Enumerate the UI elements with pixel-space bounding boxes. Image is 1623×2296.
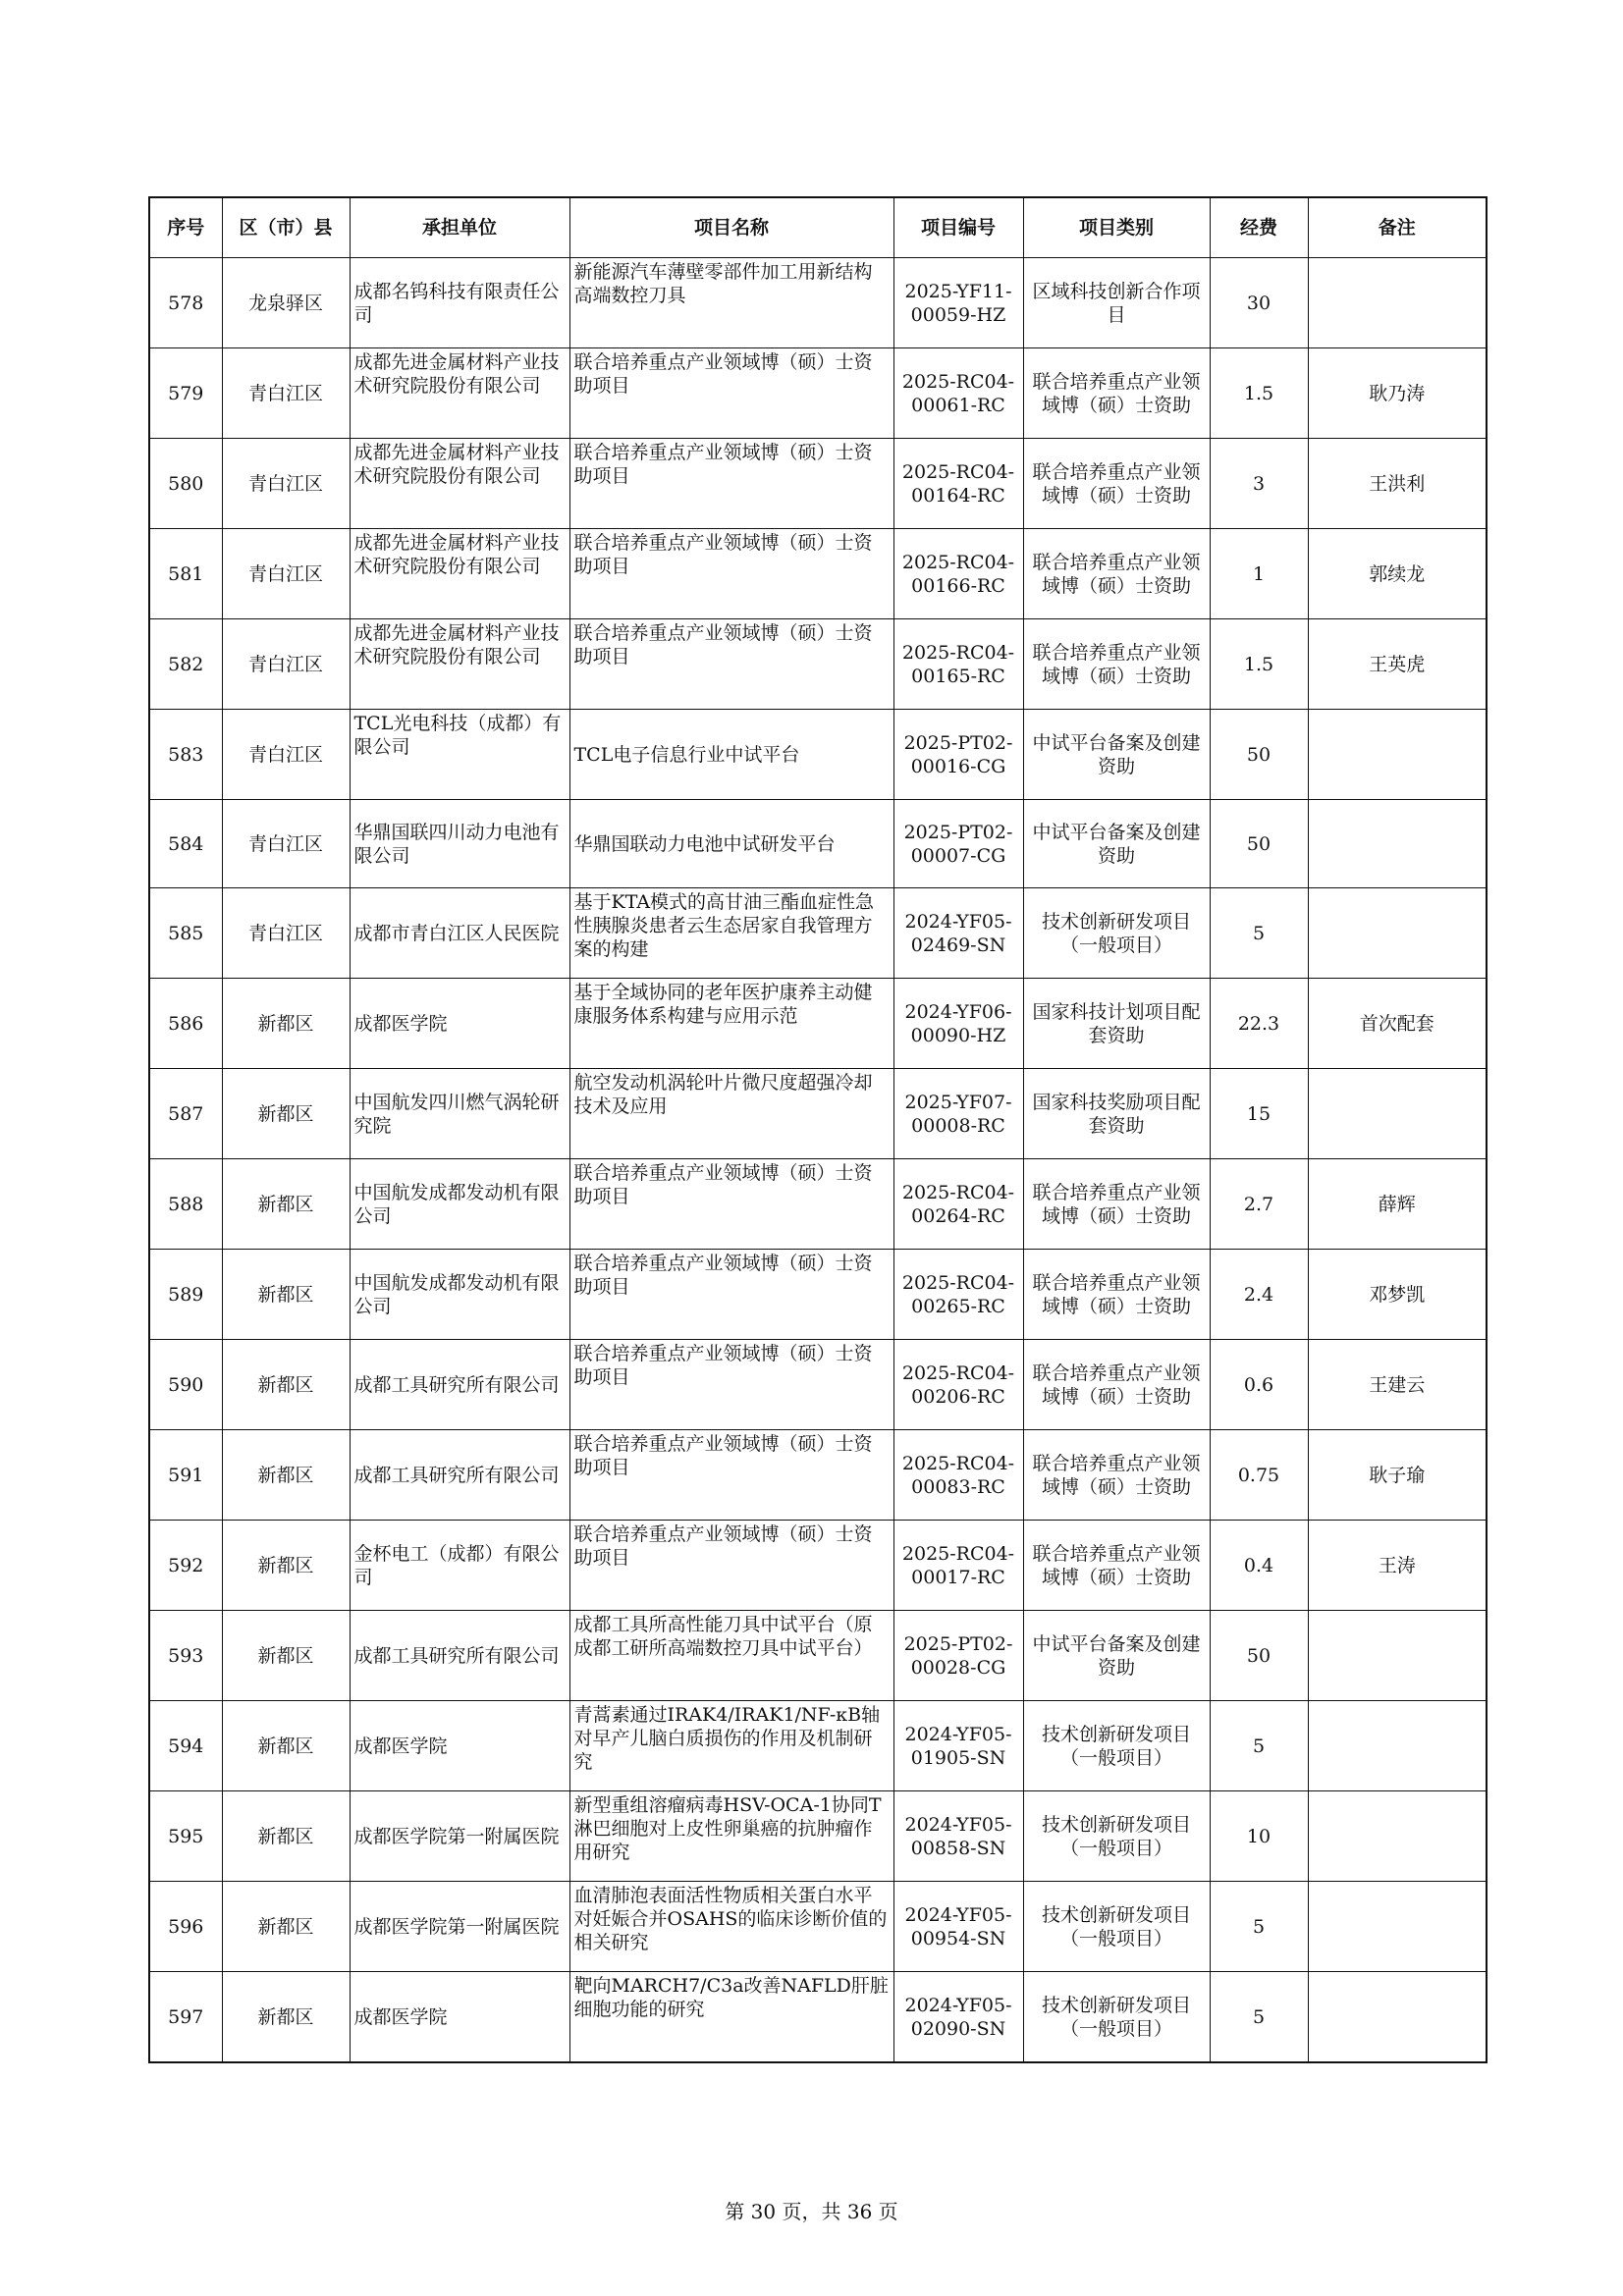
cell-project-code: 2025-RC04-00165-RC	[893, 619, 1023, 710]
cell-unit: 成都医学院第一附属医院	[350, 1882, 569, 1972]
header-project-code: 项目编号	[893, 197, 1023, 258]
cell-serial: 590	[149, 1340, 222, 1430]
cell-unit: 成都名钨科技有限责任公司	[350, 258, 569, 348]
cell-project-code: 2025-RC04-00083-RC	[893, 1430, 1023, 1521]
cell-note: 王英虎	[1308, 619, 1487, 710]
cell-project-name: TCL电子信息行业中试平台	[569, 710, 893, 800]
cell-funding: 2.4	[1210, 1250, 1308, 1340]
table-row	[149, 1791, 1487, 1882]
cell-project-category: 技术创新研发项目（一般项目）	[1023, 1791, 1210, 1882]
cell-unit: 金杯电工（成都）有限公司	[350, 1521, 569, 1611]
cell-project-code: 2025-PT02-00007-CG	[893, 800, 1023, 888]
cell-project-category: 技术创新研发项目（一般项目）	[1023, 888, 1210, 979]
cell-project-name: 成都工具所高性能刀具中试平台（原成都工研所高端数控刀具中试平台）	[569, 1611, 893, 1701]
table-row	[149, 1430, 1487, 1521]
cell-district: 新都区	[222, 1521, 350, 1611]
cell-serial: 587	[149, 1069, 222, 1159]
cell-unit: 成都工具研究所有限公司	[350, 1611, 569, 1701]
cell-funding: 50	[1210, 1611, 1308, 1701]
cell-unit: 中国航发成都发动机有限公司	[350, 1250, 569, 1340]
table-row	[149, 258, 1487, 348]
cell-project-code: 2024-YF05-02090-SN	[893, 1972, 1023, 2063]
cell-unit: 成都工具研究所有限公司	[350, 1430, 569, 1521]
cell-project-name: 血清肺泡表面活性物质相关蛋白水平对妊娠合并OSAHS的临床诊断价值的相关研究	[569, 1882, 893, 1972]
header-project-name: 项目名称	[569, 197, 893, 258]
cell-project-category: 联合培养重点产业领域博（硕）士资助	[1023, 529, 1210, 619]
cell-funding: 5	[1210, 1701, 1308, 1791]
cell-funding: 5	[1210, 1972, 1308, 2063]
cell-note	[1308, 258, 1487, 348]
cell-serial: 585	[149, 888, 222, 979]
table-row	[149, 348, 1487, 439]
table-row	[149, 979, 1487, 1069]
table-row	[149, 1882, 1487, 1972]
cell-unit: 成都医学院	[350, 1701, 569, 1791]
cell-project-name: 联合培养重点产业领域博（硕）士资助项目	[569, 1430, 893, 1521]
table-row	[149, 1701, 1487, 1791]
cell-serial: 586	[149, 979, 222, 1069]
cell-district: 新都区	[222, 1340, 350, 1430]
cell-district: 青白江区	[222, 800, 350, 888]
cell-funding: 5	[1210, 1882, 1308, 1972]
cell-district: 青白江区	[222, 710, 350, 800]
cell-project-category: 联合培养重点产业领域博（硕）士资助	[1023, 1340, 1210, 1430]
cell-project-category: 联合培养重点产业领域博（硕）士资助	[1023, 619, 1210, 710]
cell-serial: 583	[149, 710, 222, 800]
cell-project-code: 2025-RC04-00265-RC	[893, 1250, 1023, 1340]
cell-project-category: 中试平台备案及创建资助	[1023, 710, 1210, 800]
cell-project-name: 联合培养重点产业领域博（硕）士资助项目	[569, 529, 893, 619]
cell-project-category: 联合培养重点产业领域博（硕）士资助	[1023, 1159, 1210, 1250]
cell-project-name: 青蒿素通过IRAK4/IRAK1/NF-κB轴对早产儿脑白质损伤的作用及机制研究	[569, 1701, 893, 1791]
cell-district: 新都区	[222, 1791, 350, 1882]
table-row	[149, 1972, 1487, 2063]
cell-district: 新都区	[222, 1611, 350, 1701]
cell-serial: 578	[149, 258, 222, 348]
cell-funding: 1.5	[1210, 348, 1308, 439]
cell-funding: 5	[1210, 888, 1308, 979]
table-row	[149, 1250, 1487, 1340]
cell-unit: 中国航发成都发动机有限公司	[350, 1159, 569, 1250]
cell-note: 邓梦凯	[1308, 1250, 1487, 1340]
cell-district: 青白江区	[222, 439, 350, 529]
cell-project-code: 2024-YF05-02469-SN	[893, 888, 1023, 979]
cell-project-category: 联合培养重点产业领域博（硕）士资助	[1023, 348, 1210, 439]
cell-note	[1308, 1069, 1487, 1159]
cell-district: 龙泉驿区	[222, 258, 350, 348]
cell-project-code: 2024-YF06-00090-HZ	[893, 979, 1023, 1069]
cell-serial: 594	[149, 1701, 222, 1791]
cell-project-category: 国家科技奖励项目配套资助	[1023, 1069, 1210, 1159]
cell-project-name: 新型重组溶瘤病毒HSV-OCA-1协同T淋巴细胞对上皮性卵巢癌的抗肿瘤作用研究	[569, 1791, 893, 1882]
cell-unit: 成都医学院	[350, 1972, 569, 2063]
table-row	[149, 529, 1487, 619]
cell-note: 耿子瑜	[1308, 1430, 1487, 1521]
cell-project-name: 联合培养重点产业领域博（硕）士资助项目	[569, 348, 893, 439]
cell-unit: 华鼎国联四川动力电池有限公司	[350, 800, 569, 888]
cell-note: 首次配套	[1308, 979, 1487, 1069]
cell-unit: 成都先进金属材料产业技术研究院股份有限公司	[350, 529, 569, 619]
header-district: 区（市）县	[222, 197, 350, 258]
cell-serial: 588	[149, 1159, 222, 1250]
cell-project-code: 2025-RC04-00166-RC	[893, 529, 1023, 619]
cell-note: 薛辉	[1308, 1159, 1487, 1250]
cell-project-category: 区域科技创新合作项目	[1023, 258, 1210, 348]
cell-district: 新都区	[222, 1701, 350, 1791]
cell-funding: 0.6	[1210, 1340, 1308, 1430]
cell-note: 王建云	[1308, 1340, 1487, 1430]
cell-project-name: 航空发动机涡轮叶片微尺度超强冷却技术及应用	[569, 1069, 893, 1159]
cell-note: 王涛	[1308, 1521, 1487, 1611]
cell-funding: 1	[1210, 529, 1308, 619]
table-header	[149, 197, 1487, 258]
table-row	[149, 710, 1487, 800]
cell-project-category: 联合培养重点产业领域博（硕）士资助	[1023, 1430, 1210, 1521]
cell-project-category: 技术创新研发项目（一般项目）	[1023, 1972, 1210, 2063]
cell-project-category: 中试平台备案及创建资助	[1023, 800, 1210, 888]
cell-funding: 10	[1210, 1791, 1308, 1882]
cell-note: 耿乃涛	[1308, 348, 1487, 439]
header-unit: 承担单位	[350, 197, 569, 258]
cell-project-name: 联合培养重点产业领域博（硕）士资助项目	[569, 619, 893, 710]
table-row	[149, 888, 1487, 979]
cell-project-category: 技术创新研发项目（一般项目）	[1023, 1701, 1210, 1791]
cell-serial: 593	[149, 1611, 222, 1701]
cell-district: 青白江区	[222, 529, 350, 619]
cell-serial: 582	[149, 619, 222, 710]
cell-funding: 30	[1210, 258, 1308, 348]
cell-project-code: 2025-RC04-00061-RC	[893, 348, 1023, 439]
cell-note	[1308, 710, 1487, 800]
cell-funding: 1.5	[1210, 619, 1308, 710]
cell-project-code: 2025-RC04-00264-RC	[893, 1159, 1023, 1250]
table-row	[149, 619, 1487, 710]
cell-district: 青白江区	[222, 619, 350, 710]
cell-project-name: 联合培养重点产业领域博（硕）士资助项目	[569, 1250, 893, 1340]
cell-note	[1308, 1611, 1487, 1701]
cell-project-category: 联合培养重点产业领域博（硕）士资助	[1023, 1521, 1210, 1611]
cell-district: 新都区	[222, 1159, 350, 1250]
table-row	[149, 1340, 1487, 1430]
cell-unit: 成都先进金属材料产业技术研究院股份有限公司	[350, 348, 569, 439]
table-row	[149, 1521, 1487, 1611]
project-table	[148, 196, 1488, 2063]
header-project-category: 项目类别	[1023, 197, 1210, 258]
cell-district: 青白江区	[222, 888, 350, 979]
cell-serial: 595	[149, 1791, 222, 1882]
cell-project-name: 基于全域协同的老年医护康养主动健康服务体系构建与应用示范	[569, 979, 893, 1069]
header-serial: 序号	[149, 197, 222, 258]
cell-unit: 成都先进金属材料产业技术研究院股份有限公司	[350, 439, 569, 529]
cell-project-name: 基于KTA模式的高甘油三酯血症性急性胰腺炎患者云生态居家自我管理方案的构建	[569, 888, 893, 979]
cell-note	[1308, 800, 1487, 888]
cell-project-code: 2024-YF05-00954-SN	[893, 1882, 1023, 1972]
cell-project-name: 华鼎国联动力电池中试研发平台	[569, 800, 893, 888]
cell-funding: 0.4	[1210, 1521, 1308, 1611]
table-body	[149, 258, 1487, 2063]
cell-serial: 591	[149, 1430, 222, 1521]
cell-serial: 589	[149, 1250, 222, 1340]
cell-district: 新都区	[222, 1972, 350, 2063]
cell-project-category: 技术创新研发项目（一般项目）	[1023, 1882, 1210, 1972]
cell-project-category: 中试平台备案及创建资助	[1023, 1611, 1210, 1701]
cell-funding: 2.7	[1210, 1159, 1308, 1250]
cell-project-name: 联合培养重点产业领域博（硕）士资助项目	[569, 1521, 893, 1611]
cell-unit: 成都先进金属材料产业技术研究院股份有限公司	[350, 619, 569, 710]
cell-unit: 成都工具研究所有限公司	[350, 1340, 569, 1430]
cell-unit: 中国航发四川燃气涡轮研究院	[350, 1069, 569, 1159]
cell-funding: 50	[1210, 800, 1308, 888]
cell-serial: 584	[149, 800, 222, 888]
cell-funding: 50	[1210, 710, 1308, 800]
cell-district: 新都区	[222, 979, 350, 1069]
cell-serial: 581	[149, 529, 222, 619]
cell-funding: 0.75	[1210, 1430, 1308, 1521]
cell-note: 王洪利	[1308, 439, 1487, 529]
cell-project-code: 2024-YF05-00858-SN	[893, 1791, 1023, 1882]
cell-project-name: 联合培养重点产业领域博（硕）士资助项目	[569, 439, 893, 529]
cell-project-category: 联合培养重点产业领域博（硕）士资助	[1023, 439, 1210, 529]
cell-project-code: 2025-PT02-00016-CG	[893, 710, 1023, 800]
cell-project-code: 2025-RC04-00017-RC	[893, 1521, 1023, 1611]
cell-unit: 成都医学院	[350, 979, 569, 1069]
cell-unit: 成都市青白江区人民医院	[350, 888, 569, 979]
cell-district: 新都区	[222, 1882, 350, 1972]
cell-project-code: 2025-RC04-00164-RC	[893, 439, 1023, 529]
header-note: 备注	[1308, 197, 1487, 258]
cell-project-name: 联合培养重点产业领域博（硕）士资助项目	[569, 1340, 893, 1430]
cell-funding: 3	[1210, 439, 1308, 529]
page-number: 第 30 页，共 36 页	[725, 2200, 898, 2223]
cell-funding: 22.3	[1210, 979, 1308, 1069]
cell-project-code: 2024-YF05-01905-SN	[893, 1701, 1023, 1791]
cell-project-name: 新能源汽车薄壁零部件加工用新结构高端数控刀具	[569, 258, 893, 348]
cell-project-category: 联合培养重点产业领域博（硕）士资助	[1023, 1250, 1210, 1340]
cell-project-name: 靶向MARCH7/C3a改善NAFLD肝脏细胞功能的研究	[569, 1972, 893, 2063]
cell-note	[1308, 1791, 1487, 1882]
cell-note	[1308, 1882, 1487, 1972]
cell-serial: 592	[149, 1521, 222, 1611]
cell-serial: 597	[149, 1972, 222, 2063]
cell-project-code: 2025-RC04-00206-RC	[893, 1340, 1023, 1430]
cell-note: 郭续龙	[1308, 529, 1487, 619]
table-row	[149, 1159, 1487, 1250]
cell-district: 青白江区	[222, 348, 350, 439]
cell-serial: 579	[149, 348, 222, 439]
header-funding: 经费	[1210, 197, 1308, 258]
cell-serial: 580	[149, 439, 222, 529]
cell-project-name: 联合培养重点产业领域博（硕）士资助项目	[569, 1159, 893, 1250]
cell-unit: TCL光电科技（成都）有限公司	[350, 710, 569, 800]
cell-funding: 15	[1210, 1069, 1308, 1159]
cell-note	[1308, 888, 1487, 979]
cell-project-category: 国家科技计划项目配套资助	[1023, 979, 1210, 1069]
table-row	[149, 1069, 1487, 1159]
cell-project-code: 2025-PT02-00028-CG	[893, 1611, 1023, 1701]
cell-district: 新都区	[222, 1069, 350, 1159]
table-row	[149, 439, 1487, 529]
cell-unit: 成都医学院第一附属医院	[350, 1791, 569, 1882]
table-row	[149, 1611, 1487, 1701]
table-row	[149, 800, 1487, 888]
cell-project-code: 2025-YF07-00008-RC	[893, 1069, 1023, 1159]
cell-district: 新都区	[222, 1430, 350, 1521]
cell-serial: 596	[149, 1882, 222, 1972]
cell-note	[1308, 1701, 1487, 1791]
cell-project-code: 2025-YF11-00059-HZ	[893, 258, 1023, 348]
cell-district: 新都区	[222, 1250, 350, 1340]
cell-note	[1308, 1972, 1487, 2063]
